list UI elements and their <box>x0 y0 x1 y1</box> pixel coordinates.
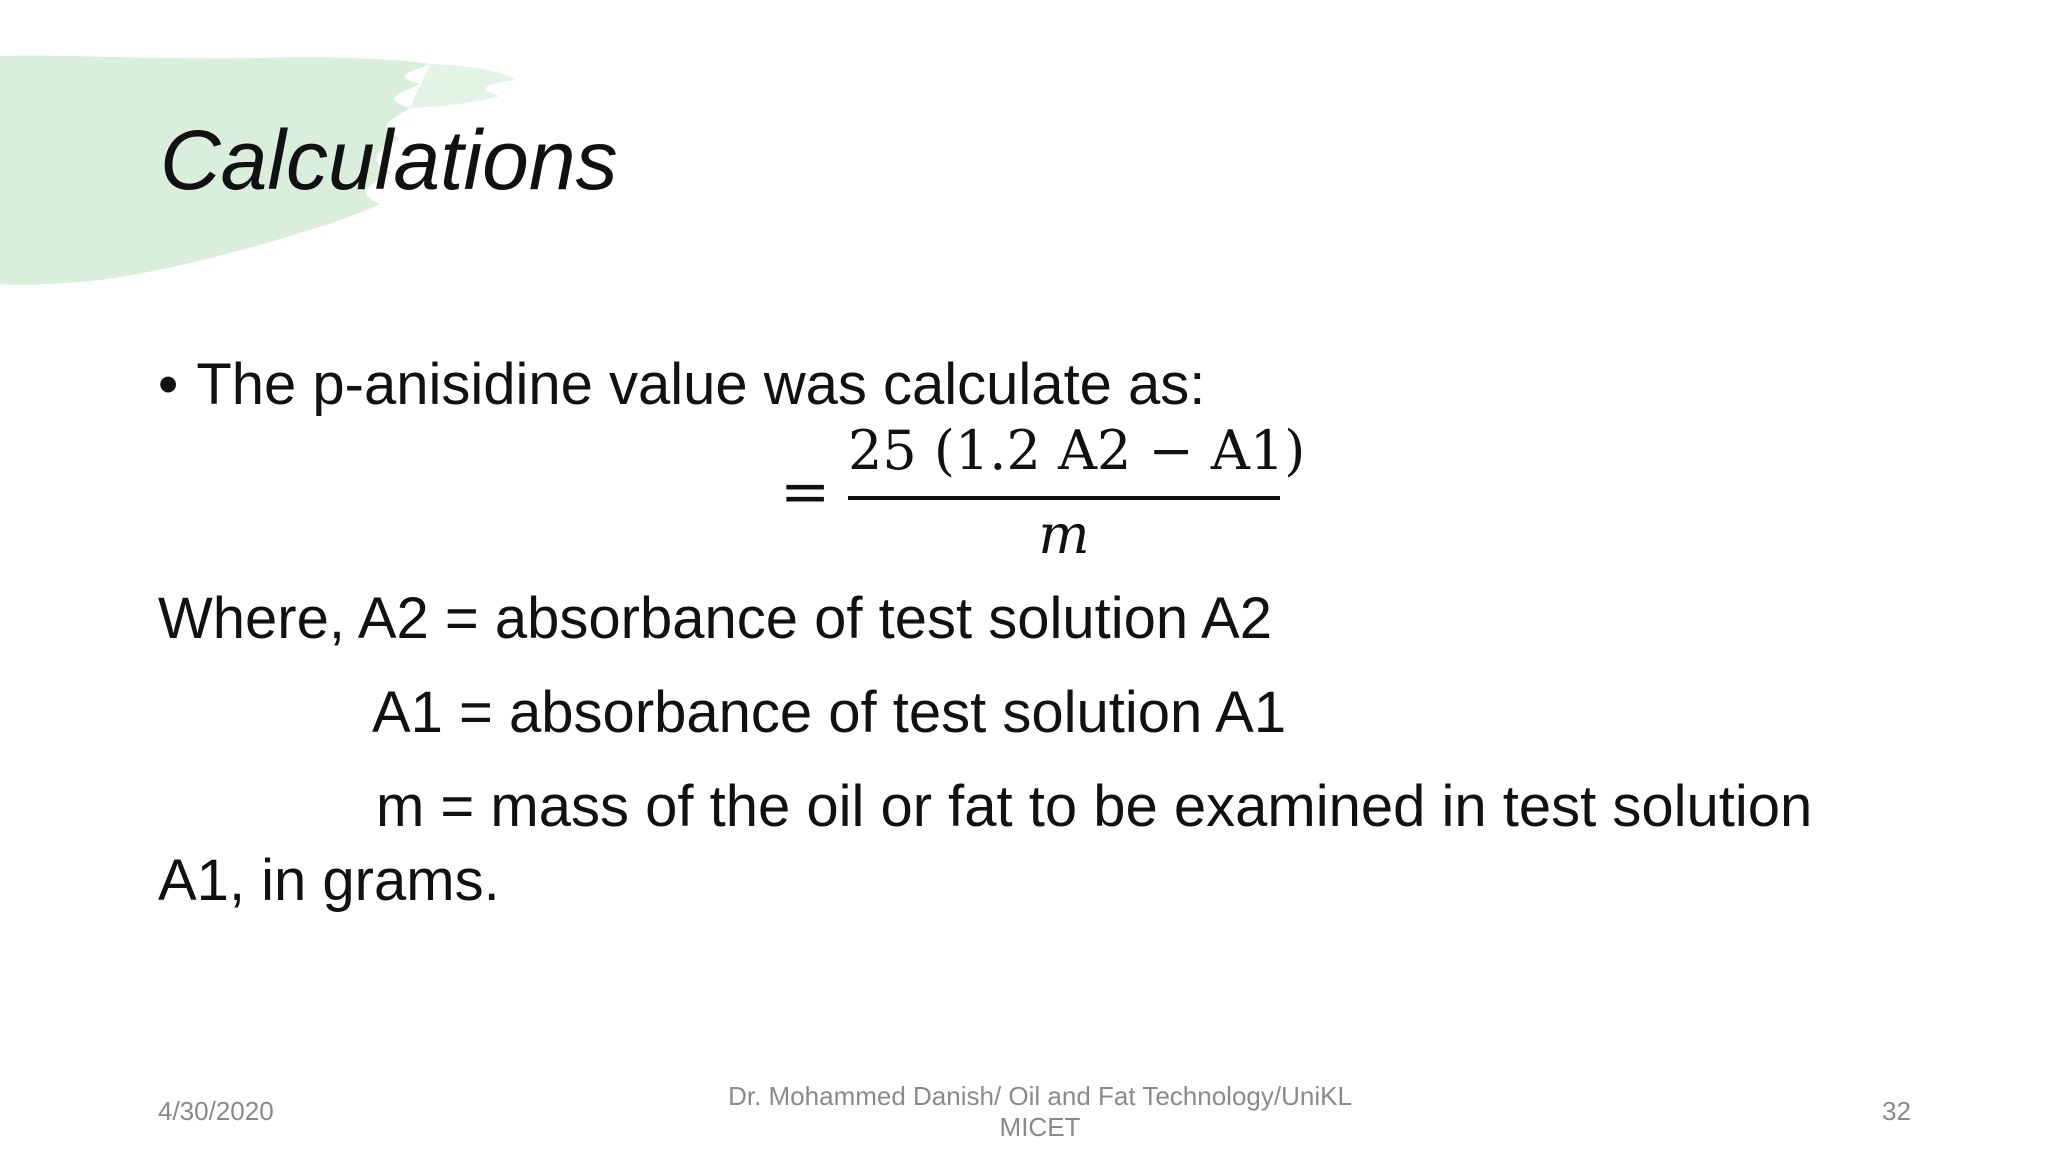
footer-author-line2: MICET <box>999 1112 1081 1143</box>
definition-m-continued: A1, in grams. <box>158 848 500 913</box>
bullet-marker: • <box>158 352 179 417</box>
formula-numerator: 25 (1.2 A2 − A1) <box>848 419 1306 482</box>
footer-author-line1: Dr. Mohammed Danish/ Oil and Fat Technology/UniKL <box>728 1081 1352 1111</box>
bullet-item <box>158 352 1206 417</box>
footer-date: 4/30/2020 <box>158 1096 274 1126</box>
formula-denominator: m <box>1038 503 1090 566</box>
footer-author <box>720 1081 1360 1143</box>
p-anisidine-formula <box>780 419 1306 570</box>
formula-fraction-bar <box>848 496 1280 500</box>
formula-equals-sign: = <box>780 457 831 527</box>
bullet-text: The p-anisidine value was calculate as: <box>196 352 1206 417</box>
slide-page-number: 32 <box>1882 1096 1911 1126</box>
definition-m: m = mass of the oil or fat to be examined in test solution <box>376 774 1813 839</box>
definition-a1: A1 = absorbance of test solution A1 <box>372 680 1287 745</box>
definition-a2: Where, A2 = absorbance of test solution A2 <box>158 586 1272 651</box>
slide-title: Calculations <box>160 113 618 207</box>
